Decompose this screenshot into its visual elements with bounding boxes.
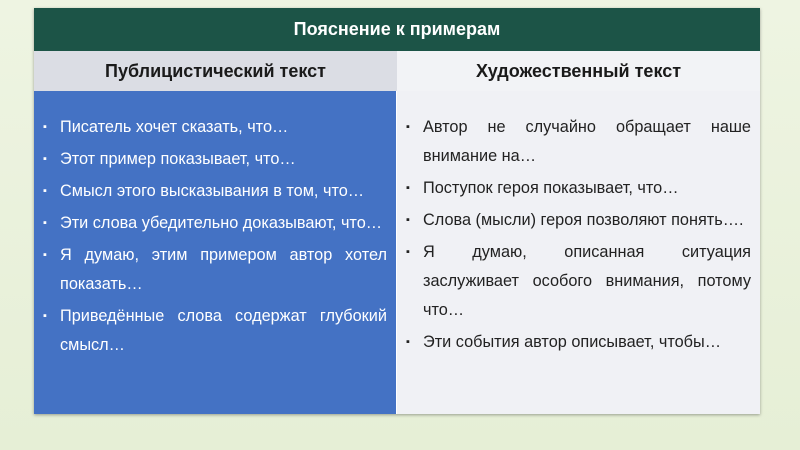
bullet-icon: ▪ — [43, 185, 47, 197]
bullet-icon: ▪ — [43, 153, 47, 165]
bullet-icon: ▪ — [43, 310, 47, 322]
bullet-icon: ▪ — [43, 217, 47, 229]
list-item — [40, 177, 387, 206]
list-item-text: Я думаю, этим примером автор хотел показать… — [60, 246, 387, 293]
list-item-text: Этот пример показывает, что… — [60, 150, 296, 168]
list-item — [403, 174, 751, 203]
list-item-text: Автор не случайно обращает наше внимание на… — [423, 118, 751, 165]
column-body-publicistic — [34, 91, 397, 414]
list-item-text: Слова (мысли) героя позволяют понять…. — [423, 211, 744, 229]
bullet-icon: ▪ — [406, 214, 410, 226]
list-item-text: Смысл этого высказывания в том, что… — [60, 182, 365, 200]
bullet-icon: ▪ — [43, 249, 47, 261]
list-item — [40, 145, 387, 174]
phrase-list-publicistic — [40, 113, 387, 360]
list-item — [403, 238, 751, 325]
examples-table — [34, 8, 760, 414]
list-item — [403, 206, 751, 235]
bullet-icon: ▪ — [406, 121, 410, 133]
bullet-icon: ▪ — [406, 336, 410, 348]
column-body-artistic — [397, 91, 760, 414]
list-item-text: Эти события автор описывает, чтобы… — [423, 333, 721, 351]
list-item-text: Писатель хочет сказать, что… — [60, 118, 289, 136]
list-item — [40, 241, 387, 299]
list-item-text: Приведённые слова содержат глубокий смысл… — [60, 307, 387, 354]
phrase-list-artistic — [403, 113, 751, 357]
list-item-text: Я думаю, описанная ситуация заслуживает особого внимания, потому что… — [423, 243, 751, 319]
list-item-text: Эти слова убедительно доказывают, что… — [60, 214, 383, 232]
bullet-icon: ▪ — [406, 182, 410, 194]
column-header-publicistic: Публицистический текст — [34, 51, 398, 91]
list-item — [403, 113, 751, 171]
column-header-artistic: Художественный текст — [397, 51, 760, 91]
table-title: Пояснение к примерам — [34, 8, 760, 51]
list-item — [403, 328, 751, 357]
bullet-icon: ▪ — [406, 246, 410, 258]
list-item — [40, 113, 387, 142]
list-item — [40, 302, 387, 360]
bullet-icon: ▪ — [43, 121, 47, 133]
list-item — [40, 209, 387, 238]
list-item-text: Поступок героя показывает, что… — [423, 179, 679, 197]
